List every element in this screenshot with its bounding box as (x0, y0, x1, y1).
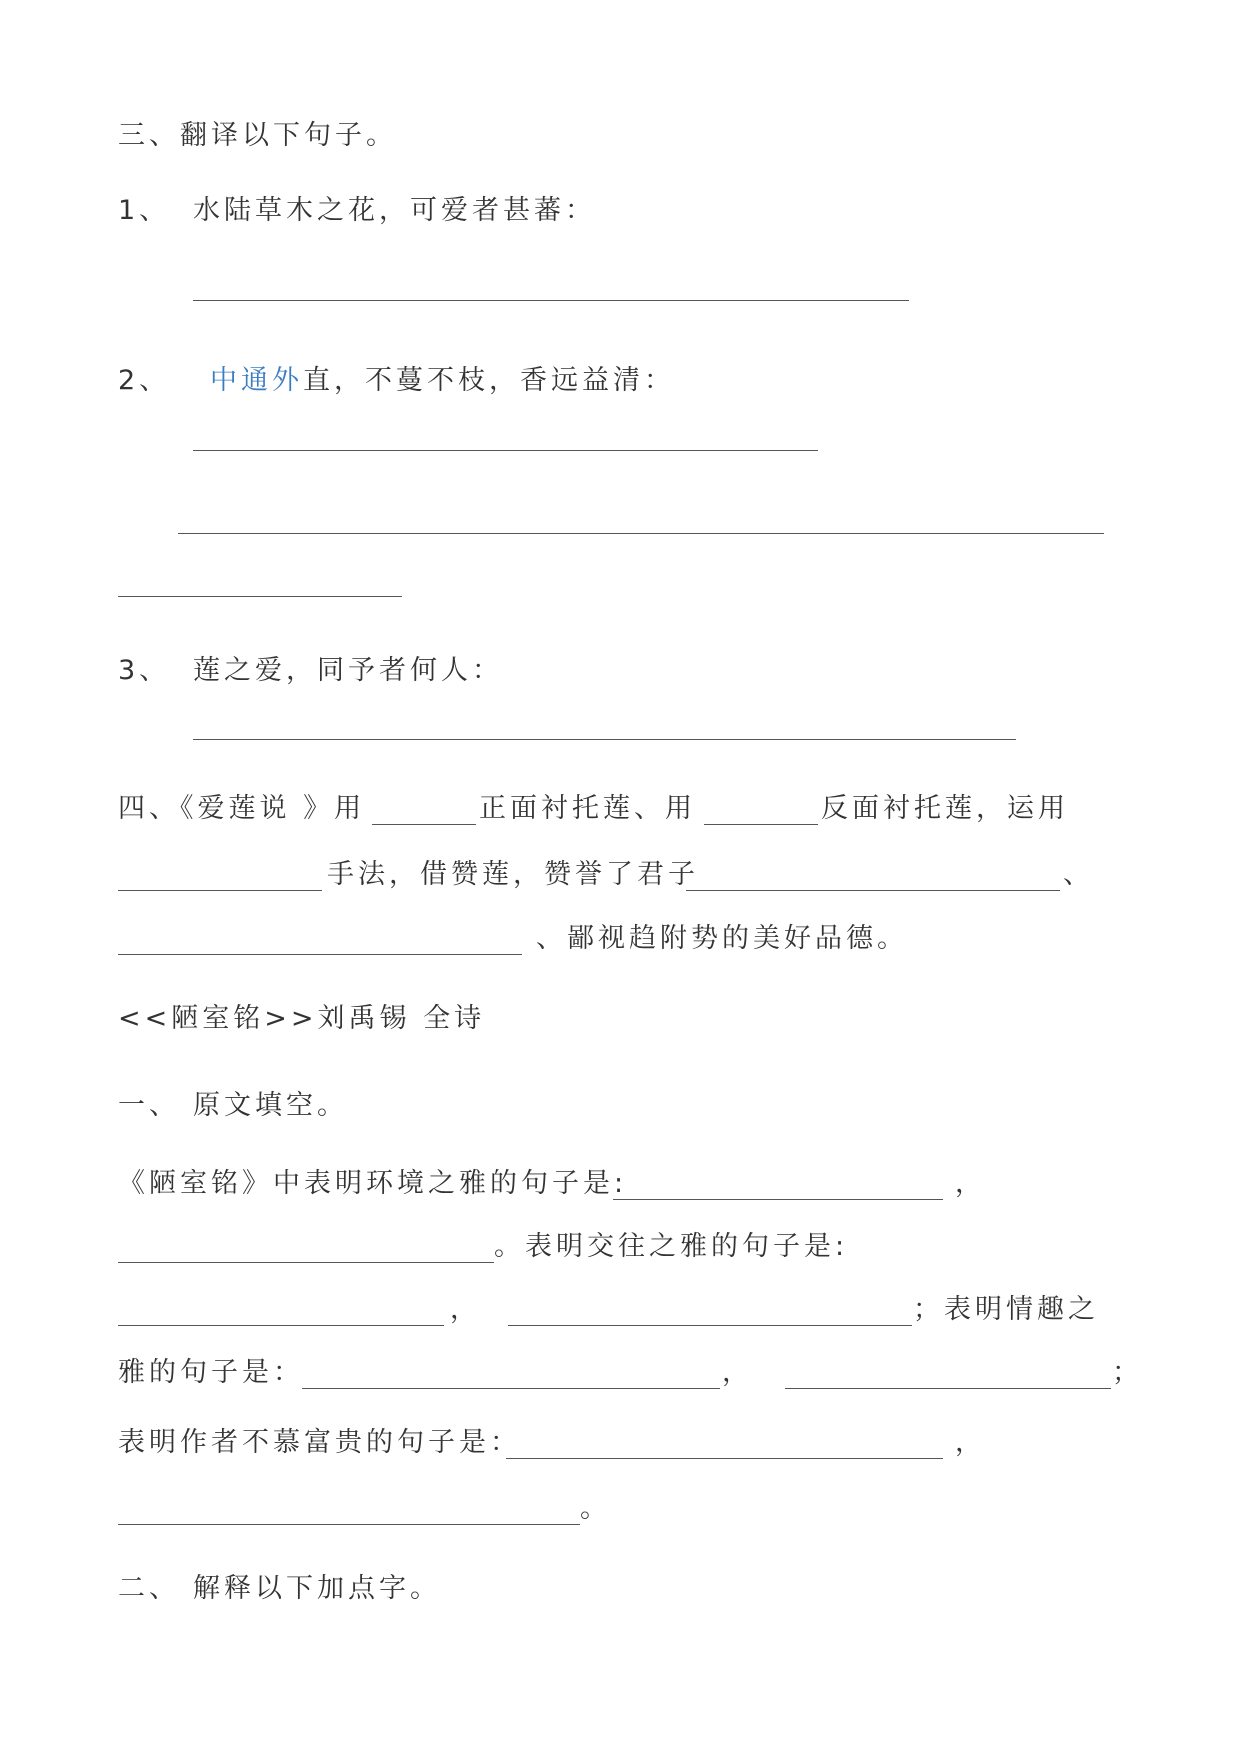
social-blank-2[interactable] (508, 1325, 912, 1326)
social-blank-1[interactable] (118, 1325, 444, 1326)
wealth-blank-2[interactable] (118, 1524, 580, 1525)
q2-highlight: 中通外 (210, 365, 303, 396)
q3-sentence: 莲之爱，同予者何人： (193, 655, 503, 686)
poem-title: <<陋室铭>>刘禹锡 全诗 (118, 1003, 486, 1034)
part1-line3-text: ；表明情趣之 (913, 1294, 1099, 1325)
part1-line4-comma: ， (722, 1357, 753, 1388)
part1-line5-text: 表明作者不慕富贵的句子是： (118, 1427, 521, 1458)
q3-number: 3、 (118, 655, 171, 686)
part1-line5-comma: ， (955, 1427, 986, 1458)
q2-sentence-rest: 直，不蔓不枝，香远益清： (303, 365, 675, 396)
section4-line1-part1: 四、《爱莲说 》用 (118, 793, 366, 824)
part1-line4-semicolon: ； (1112, 1357, 1143, 1388)
part1-line6-period: 。 (580, 1493, 611, 1524)
section4-blank-4[interactable] (686, 890, 1060, 891)
wealth-blank-1[interactable] (506, 1458, 943, 1459)
part2-number: 二、 (118, 1573, 180, 1604)
section4-line2-comma: 、 (1063, 859, 1094, 890)
q2-sentence (210, 363, 675, 399)
part1-line4-text: 雅的句子是： (118, 1357, 304, 1388)
section4-blank-5[interactable] (118, 954, 522, 955)
q1-number: 1、 (118, 195, 171, 226)
q1-sentence: 水陆草木之花，可爱者甚蕃： (193, 195, 596, 226)
part2-heading: 解释以下加点字。 (193, 1573, 441, 1604)
q2-answer-line-3[interactable] (118, 596, 402, 597)
q2-answer-line-2[interactable] (178, 533, 1104, 534)
interest-blank-2[interactable] (785, 1388, 1111, 1389)
section4-blank-3[interactable] (118, 890, 322, 891)
q2-number: 2、 (118, 365, 171, 396)
part1-heading: 原文填空。 (193, 1090, 348, 1121)
environment-blank-2[interactable] (118, 1262, 494, 1263)
part1-number: 一、 (118, 1090, 180, 1121)
part1-line3-comma: ， (450, 1294, 481, 1325)
interest-blank-1[interactable] (302, 1388, 720, 1389)
q3-answer-line[interactable] (193, 739, 1016, 740)
environment-blank-1[interactable] (613, 1199, 943, 1200)
part1-line1-text: 《陋室铭》中表明环境之雅的句子是: (118, 1168, 628, 1199)
part1-line2-text: 。表明交往之雅的句子是: (494, 1231, 849, 1262)
section3-heading: 三、翻译以下句子。 (118, 120, 397, 151)
section4-line1-part3: 反面衬托莲，运用 (821, 793, 1069, 824)
part1-line1-comma: ， (955, 1168, 986, 1199)
section4-blank-1[interactable] (372, 824, 476, 825)
section4-line2-part1: 手法，借赞莲，赞誉了君子 (327, 859, 699, 890)
q1-answer-line[interactable] (193, 300, 909, 301)
q2-answer-line-1[interactable] (193, 450, 818, 451)
section4-blank-2[interactable] (704, 824, 818, 825)
section4-line1-part2: 正面衬托莲、用 (479, 793, 696, 824)
section4-line3: 、鄙视趋附势的美好品德。 (536, 923, 908, 954)
